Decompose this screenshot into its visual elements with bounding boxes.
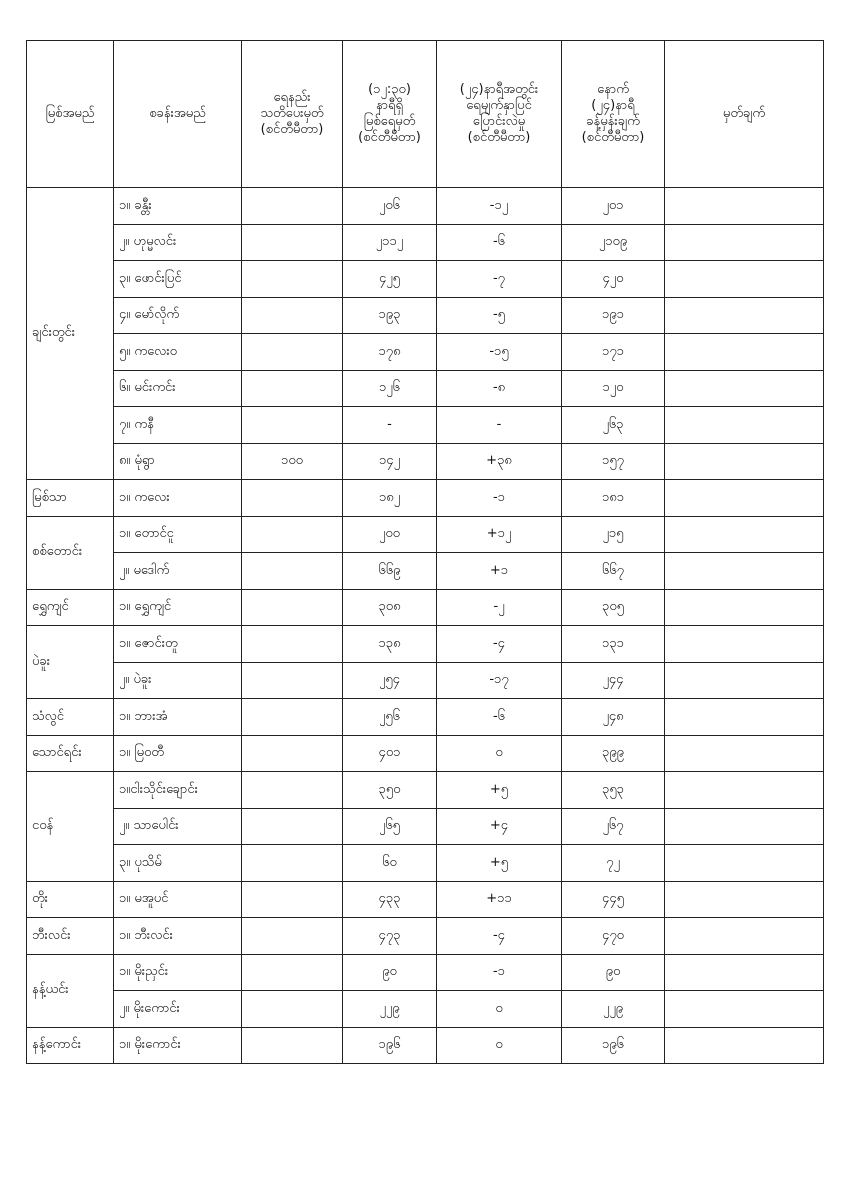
- level-change-cell: ၀: [437, 1027, 562, 1064]
- river-name-cell: နန့်ယင်း: [27, 954, 114, 1027]
- station-name-cell: ၁။ မိုးညှင်း: [114, 954, 242, 991]
- water-level-cell: ၄၃၃: [343, 881, 437, 918]
- level-change-cell: -၁၇: [437, 662, 562, 699]
- warning-level-cell: [242, 188, 343, 225]
- water-level-cell: ၆၀: [343, 845, 437, 882]
- forecast-cell: ၂၁၅: [562, 516, 665, 553]
- water-level-cell: ၁၇၈: [343, 334, 437, 371]
- water-level-cell: ၁၈၂: [343, 480, 437, 517]
- table-row: [27, 443, 824, 480]
- warning-level-cell: [242, 772, 343, 809]
- remark-cell: [665, 224, 824, 261]
- station-name-cell: ၁။ မြဝတီ: [114, 735, 242, 772]
- forecast-cell: ၂၆၇: [562, 808, 665, 845]
- forecast-cell: ၁၈၁: [562, 480, 665, 517]
- station-name-cell: ၂။ မဒေါက်: [114, 553, 242, 590]
- station-name-cell: ၈။ မုံရွာ: [114, 443, 242, 480]
- water-level-cell: ၄၇၃: [343, 918, 437, 955]
- forecast-cell: ၁၉၁: [562, 297, 665, 334]
- forecast-cell: ၂၆၃: [562, 407, 665, 444]
- river-name-cell: တိုး: [27, 881, 114, 918]
- forecast-cell: ၄၇၀: [562, 918, 665, 955]
- remark-cell: [665, 334, 824, 371]
- level-change-cell: -၂: [437, 589, 562, 626]
- level-change-cell: -၇: [437, 261, 562, 298]
- remark-cell: [665, 626, 824, 663]
- river-name-cell: နန့်ကောင်း: [27, 1027, 114, 1064]
- river-name-cell: သောင်ရင်း: [27, 735, 114, 772]
- level-change-cell: -၆: [437, 699, 562, 736]
- header-station-name: စခန်းအမည်: [114, 41, 242, 188]
- remark-cell: [665, 881, 824, 918]
- warning-level-cell: [242, 297, 343, 334]
- table-header: [27, 41, 824, 188]
- table-row: [27, 589, 824, 626]
- water-level-cell: ၂၂၉: [343, 991, 437, 1028]
- header-remarks: မှတ်ချက်: [665, 41, 824, 188]
- water-level-cell: ၂၀၀: [343, 516, 437, 553]
- level-change-cell: +၄: [437, 808, 562, 845]
- table-row: [27, 297, 824, 334]
- level-change-cell: +၃၈: [437, 443, 562, 480]
- forecast-cell: ၁၃၁: [562, 626, 665, 663]
- station-name-cell: ၁။ ဘားအံ: [114, 699, 242, 736]
- warning-level-cell: [242, 735, 343, 772]
- remark-cell: [665, 954, 824, 991]
- water-level-cell: ၃၅၀: [343, 772, 437, 809]
- table-row: [27, 808, 824, 845]
- remark-cell: [665, 845, 824, 882]
- station-name-cell: ၁။ ဇောင်းတူ: [114, 626, 242, 663]
- warning-level-cell: [242, 626, 343, 663]
- station-name-cell: ၄။ မော်လိုက်: [114, 297, 242, 334]
- level-change-cell: -၁၂: [437, 188, 562, 225]
- river-name-cell: စစ်တောင်း: [27, 516, 114, 589]
- water-level-cell: ၁၄၂: [343, 443, 437, 480]
- forecast-cell: ၃၀၅: [562, 589, 665, 626]
- water-level-cell: ၂၅၄: [343, 662, 437, 699]
- level-change-cell: -: [437, 407, 562, 444]
- warning-level-cell: [242, 407, 343, 444]
- table-row: [27, 1027, 824, 1064]
- table-row: [27, 407, 824, 444]
- table-row: [27, 772, 824, 809]
- forecast-cell: ၃၉၉: [562, 735, 665, 772]
- warning-level-cell: [242, 954, 343, 991]
- remark-cell: [665, 808, 824, 845]
- level-change-cell: +၅: [437, 772, 562, 809]
- remark-cell: [665, 772, 824, 809]
- remark-cell: [665, 991, 824, 1028]
- level-change-cell: -၅: [437, 297, 562, 334]
- station-name-cell: ၁။ ကလေး: [114, 480, 242, 517]
- station-name-cell: ၁။ မအူပင်: [114, 881, 242, 918]
- table-row: [27, 188, 824, 225]
- remark-cell: [665, 443, 824, 480]
- remark-cell: [665, 918, 824, 955]
- river-name-cell: ချင်းတွင်း: [27, 188, 114, 480]
- warning-level-cell: [242, 370, 343, 407]
- river-name-cell: မြစ်သာ: [27, 480, 114, 517]
- water-level-cell: ၂၀၆: [343, 188, 437, 225]
- level-change-cell: +၁၂: [437, 516, 562, 553]
- station-name-cell: ၁။ ဘီးလင်း: [114, 918, 242, 955]
- water-level-cell: ၁၃၈: [343, 626, 437, 663]
- level-change-cell: ၀: [437, 991, 562, 1028]
- level-change-cell: -၁: [437, 954, 562, 991]
- remark-cell: [665, 699, 824, 736]
- table-row: [27, 881, 824, 918]
- remark-cell: [665, 1027, 824, 1064]
- water-level-cell: ၂၆၅: [343, 808, 437, 845]
- station-name-cell: ၅။ ကလေးဝ: [114, 334, 242, 371]
- water-level-cell: ၄၂၅: [343, 261, 437, 298]
- station-name-cell: ၁။ ခန္တီး: [114, 188, 242, 225]
- warning-level-cell: [242, 224, 343, 261]
- water-level-cell: ၂၁၁၂: [343, 224, 437, 261]
- header-current-level: (၁၂:၃၀) နာရီရှိ မြစ်ရေမှတ် (စင်တီမီတာ): [343, 41, 437, 188]
- forecast-cell: ၂၄၈: [562, 699, 665, 736]
- warning-level-cell: [242, 881, 343, 918]
- water-level-cell: ၁၉၆: [343, 1027, 437, 1064]
- table-body: [27, 188, 824, 1064]
- station-name-cell: ၂။ သာပေါင်း: [114, 808, 242, 845]
- forecast-cell: ၂၂၉: [562, 991, 665, 1028]
- warning-level-cell: [242, 699, 343, 736]
- table-row: [27, 735, 824, 772]
- water-level-cell: ၁၂၆: [343, 370, 437, 407]
- station-name-cell: ၇။ ကနီ: [114, 407, 242, 444]
- remark-cell: [665, 516, 824, 553]
- remark-cell: [665, 261, 824, 298]
- remark-cell: [665, 662, 824, 699]
- water-level-cell: ၂၅၆: [343, 699, 437, 736]
- forecast-cell: ၁၉၆: [562, 1027, 665, 1064]
- forecast-cell: ၂၄၄: [562, 662, 665, 699]
- header-24h-forecast: နောက် (၂၄)နာရီ ခန့်မှန်းချက် (စင်တီမီတာ): [562, 41, 665, 188]
- table-row: [27, 954, 824, 991]
- level-change-cell: -၁၅: [437, 334, 562, 371]
- warning-level-cell: [242, 991, 343, 1028]
- station-name-cell: ၂။ ပဲခူး: [114, 662, 242, 699]
- forecast-cell: ၂၁၀၉: [562, 224, 665, 261]
- level-change-cell: +၅: [437, 845, 562, 882]
- level-change-cell: +၁: [437, 553, 562, 590]
- header-row: [27, 41, 824, 188]
- river-name-cell: ဘီးလင်း: [27, 918, 114, 955]
- forecast-cell: ၂၀၁: [562, 188, 665, 225]
- forecast-cell: ၁၇၁: [562, 334, 665, 371]
- table-row: [27, 516, 824, 553]
- forecast-cell: ၁၂၀: [562, 370, 665, 407]
- forecast-cell: ၆၆၇: [562, 553, 665, 590]
- table-row: [27, 480, 824, 517]
- level-change-cell: +၁၁: [437, 881, 562, 918]
- table-row: [27, 334, 824, 371]
- warning-level-cell: [242, 480, 343, 517]
- station-name-cell: ၂။ ဟုမ္မလင်း: [114, 224, 242, 261]
- level-change-cell: -၈: [437, 370, 562, 407]
- warning-level-cell: [242, 845, 343, 882]
- level-change-cell: -၄: [437, 918, 562, 955]
- remark-cell: [665, 407, 824, 444]
- water-level-cell: ၄၀၁: [343, 735, 437, 772]
- forecast-cell: ၉၀: [562, 954, 665, 991]
- level-change-cell: -၆: [437, 224, 562, 261]
- level-change-cell: -၁: [437, 480, 562, 517]
- warning-level-cell: [242, 334, 343, 371]
- remark-cell: [665, 589, 824, 626]
- table-row: [27, 370, 824, 407]
- forecast-cell: ၃၅၃: [562, 772, 665, 809]
- station-name-cell: ၃။ ဖောင်းပြင်: [114, 261, 242, 298]
- forecast-cell: ၁၅၇: [562, 443, 665, 480]
- table-row: [27, 699, 824, 736]
- station-name-cell: ၁။ မိုးကောင်း: [114, 1027, 242, 1064]
- table-row: [27, 261, 824, 298]
- river-name-cell: သံလွင်: [27, 699, 114, 736]
- warning-level-cell: [242, 553, 343, 590]
- warning-level-cell: [242, 589, 343, 626]
- warning-level-cell: [242, 261, 343, 298]
- remark-cell: [665, 188, 824, 225]
- warning-level-cell: [242, 808, 343, 845]
- forecast-cell: ၄၄၅: [562, 881, 665, 918]
- header-warning-level: ရေနည်း သတိပေးမှတ် (စင်တီမီတာ): [242, 41, 343, 188]
- level-change-cell: ၀: [437, 735, 562, 772]
- warning-level-cell: [242, 1027, 343, 1064]
- header-river-name: မြစ်အမည်: [27, 41, 114, 188]
- forecast-cell: ၇၂: [562, 845, 665, 882]
- remark-cell: [665, 553, 824, 590]
- header-24h-change: (၂၄)နာရီအတွင်း ရေမျက်နှာပြင် ပြောင်းလဲမှု (စင်တီမီတာ): [437, 41, 562, 188]
- remark-cell: [665, 370, 824, 407]
- remark-cell: [665, 735, 824, 772]
- warning-level-cell: [242, 516, 343, 553]
- level-change-cell: -၄: [437, 626, 562, 663]
- table-row: [27, 845, 824, 882]
- warning-level-cell: ၁၀၀: [242, 443, 343, 480]
- table-row: [27, 553, 824, 590]
- river-name-cell: ငဝန်: [27, 772, 114, 882]
- forecast-cell: ၄၂၀: [562, 261, 665, 298]
- station-name-cell: ၁။ ရွှေကျင်: [114, 589, 242, 626]
- station-name-cell: ၆။ မင်းကင်း: [114, 370, 242, 407]
- remark-cell: [665, 297, 824, 334]
- remark-cell: [665, 480, 824, 517]
- station-name-cell: ၂။ မိုးကောင်း: [114, 991, 242, 1028]
- river-name-cell: ပဲခူး: [27, 626, 114, 699]
- water-level-cell: ၁၉၃: [343, 297, 437, 334]
- river-level-table: [26, 40, 824, 1064]
- table-row: [27, 224, 824, 261]
- water-level-cell: -: [343, 407, 437, 444]
- table-row: [27, 662, 824, 699]
- table-row: [27, 626, 824, 663]
- river-name-cell: ရွှေကျင်: [27, 589, 114, 626]
- warning-level-cell: [242, 918, 343, 955]
- table-row: [27, 991, 824, 1028]
- station-name-cell: ၁။ တောင်ငူ: [114, 516, 242, 553]
- water-level-cell: ၉၀: [343, 954, 437, 991]
- table-row: [27, 918, 824, 955]
- warning-level-cell: [242, 662, 343, 699]
- water-level-cell: ၃၀၈: [343, 589, 437, 626]
- station-name-cell: ၃။ ပုသိမ်: [114, 845, 242, 882]
- water-level-cell: ၆၆၉: [343, 553, 437, 590]
- station-name-cell: ၁။ငါးသိုင်းချောင်း: [114, 772, 242, 809]
